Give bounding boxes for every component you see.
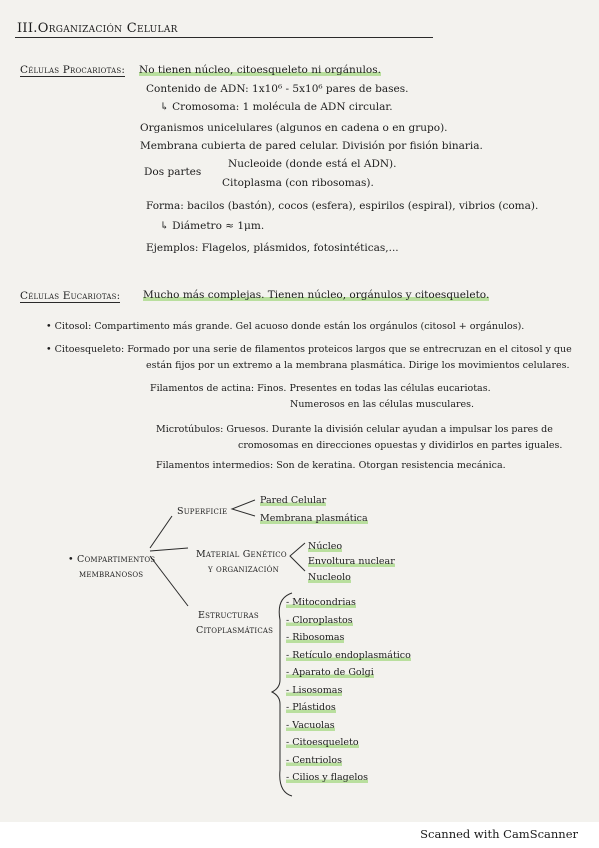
- prok-line-2: Contenido de ADN: 1x10⁶ - 5x10⁶ pares de bases.: [146, 83, 409, 95]
- euk-cytosol: • Citosol: Compartimento más grande. Gel acuoso donde están los orgánulos (citosol + orgánulos).: [46, 321, 525, 332]
- surface-item-2: [260, 512, 368, 525]
- cytoplasmic-structure-text: - Cloroplastos: [286, 614, 353, 626]
- genetic-item-3: [308, 571, 351, 584]
- cytoplasmic-structure-text: - Ribosomas: [286, 632, 345, 643]
- microtubule-line-1: Microtúbulos: Gruesos. Durante la división celular ayudan a impulsar los pares de: [156, 424, 553, 435]
- cytoplasmic-structure-item: [286, 701, 336, 714]
- cytoplasmic-structure-item: [286, 684, 342, 697]
- surface-item-1-text: Pared Celular: [260, 495, 327, 506]
- prok-line-5: Membrana cubierta de pared celular. División por fisión binaria.: [140, 140, 483, 152]
- euk-cytoskeleton-2: están fijos por un extremo a la membrana plasmática. Dirige los movimientos celulares.: [146, 360, 570, 371]
- scanner-watermark: Scanned with CamScanner: [420, 827, 578, 841]
- genetic-item-2: [308, 555, 395, 568]
- cytoplasmic-structure-item: [286, 719, 335, 732]
- cytoplasmic-structure-text: - Plástidos: [286, 702, 336, 713]
- page-title: III.Organización Celular: [17, 21, 178, 36]
- prok-parts-1: Nucleoide (donde está el ADN).: [228, 158, 397, 170]
- prok-line-7: ↳ Diámetro ≈ 1μm.: [160, 220, 265, 232]
- surface-item-1: [260, 494, 326, 507]
- prok-line-8: Ejemplos: Flagelos, plásmidos, fotosintéticas,...: [146, 242, 399, 254]
- cytoplasmic-structure-item: [286, 736, 359, 749]
- cytoplasmic-structure-text: - Mitocondrias: [286, 597, 356, 608]
- cytoplasmic-structure-item: [286, 631, 344, 644]
- cytoplasmic-structure-item: [286, 666, 374, 679]
- cytoplasmic-structure-text: - Lisosomas: [286, 684, 343, 696]
- genetic-item-2-text: Envoltura nuclear: [308, 556, 395, 567]
- branch-cytoplasmic-2: Citoplasmáticas: [196, 625, 274, 636]
- branch-surface: Superficie: [177, 506, 228, 517]
- cytoplasmic-structure-text: - Cilios y flagelos: [286, 772, 368, 783]
- prokaryote-heading-text: Células Procariotas:: [20, 64, 126, 76]
- cytoplasmic-structure-text: - Retículo endoplasmático: [286, 649, 411, 661]
- intermediate-filaments: Filamentos intermedios: Son de keratina. Otorgan resistencia mecánica.: [156, 460, 506, 471]
- prok-line-1-text: No tienen núcleo, citoesqueleto ni orgánulos.: [139, 64, 381, 76]
- actin-line-1: Filamentos de actina: Finos. Presentes en todas las células eucariotas.: [150, 383, 491, 394]
- cytoplasmic-structure-item: [286, 614, 353, 627]
- eukaryote-heading-text: Células Eucariotas:: [20, 290, 121, 302]
- euk-intro-text: Mucho más complejas. Tienen núcleo, orgánulos y citoesqueleto.: [143, 289, 490, 301]
- euk-cytoskeleton-1: • Citoesqueleto: Formado por una serie de filamentos proteicos largos que se entrecruzan en el citosol y que: [46, 344, 572, 355]
- microtubule-line-2: cromosomas en direcciones opuestas y dividirlos en partes iguales.: [238, 440, 563, 451]
- surface-item-2-text: Membrana plasmática: [260, 513, 368, 524]
- branch-genetic-2: y organización: [208, 564, 279, 575]
- cytoplasmic-structure-item: [286, 596, 356, 609]
- branch-genetic-1: Material Genético: [196, 549, 287, 560]
- cytoplasmic-structure-text: - Citoesqueleto: [286, 737, 359, 748]
- genetic-item-1-text: Núcleo: [308, 541, 343, 552]
- cytoplasmic-structure-text: - Centriolos: [286, 754, 342, 766]
- prok-line-3: ↳ Cromosoma: 1 molécula de ADN circular.: [160, 101, 393, 113]
- branch-cytoplasmic-1: Estructuras: [198, 610, 259, 621]
- prok-line-4: Organismos unicelulares (algunos en cadena o en grupo).: [140, 122, 448, 134]
- prok-parts-label: Dos partes: [144, 166, 202, 178]
- cytoplasmic-structure-item: [286, 649, 411, 662]
- tree-root-1: • Compartimentos: [68, 554, 156, 565]
- cytoplasmic-structure-text: - Vacuolas: [286, 719, 335, 731]
- prok-parts-2: Citoplasma (con ribosomas).: [222, 177, 374, 189]
- tree-root-2: membranosos: [79, 569, 144, 580]
- prok-line-6: Forma: bacilos (bastón), cocos (esfera), espirilos (espiral), vibrios (coma).: [146, 200, 539, 212]
- genetic-item-3-text: Nucleolo: [308, 572, 351, 583]
- cytoplasmic-structure-item: [286, 771, 368, 784]
- cytoplasmic-structure-item: [286, 754, 342, 767]
- actin-line-2: Numerosos en las células musculares.: [290, 399, 475, 410]
- cytoplasmic-structure-text: - Aparato de Golgi: [286, 667, 374, 678]
- genetic-item-1: [308, 540, 342, 553]
